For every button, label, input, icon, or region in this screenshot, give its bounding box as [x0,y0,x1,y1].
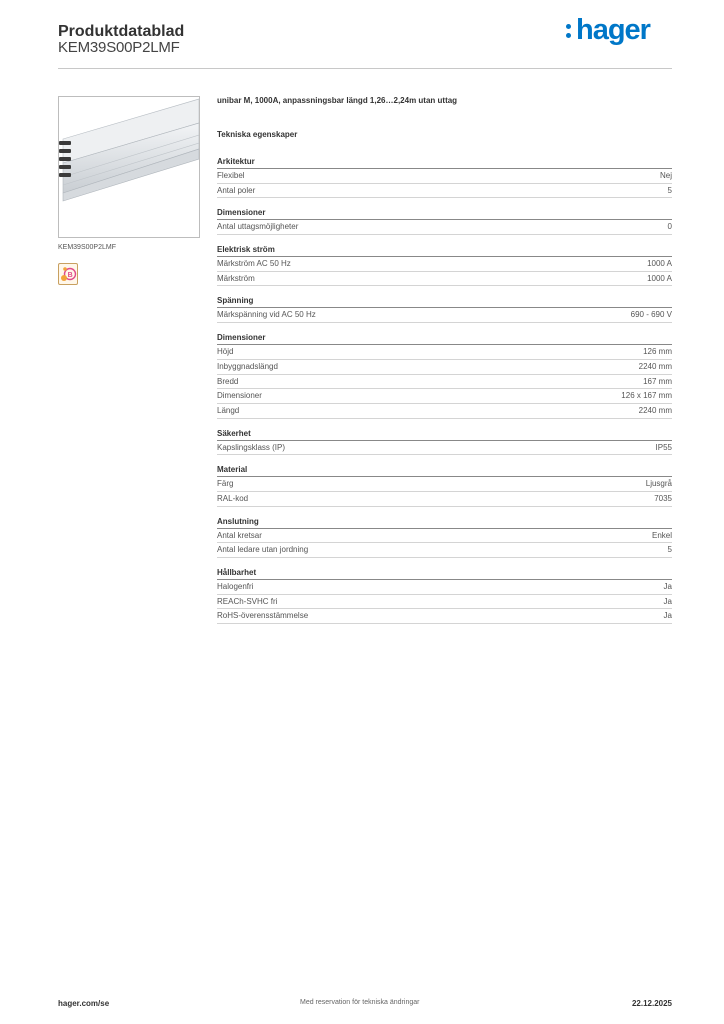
spec-value: 690 - 690 V [630,310,672,320]
spec-row [217,375,672,390]
spec-area [217,96,672,633]
spec-value: 1000 A [647,259,672,269]
spec-section [217,332,672,418]
spec-row [217,360,672,375]
spec-row [217,477,672,492]
page-title: Produktdatablad [58,23,185,40]
spec-row [217,308,672,323]
spec-row [217,220,672,235]
spec-row [217,441,672,456]
spec-value: Ja [663,596,672,606]
image-caption: KEM39S00P2LMF [58,244,116,251]
spec-row [217,404,672,419]
spec-value: Ja [663,611,672,621]
section-title: Anslutning [217,516,672,529]
spec-row [217,345,672,360]
spec-label: Flexibel [217,171,245,180]
section-title: Hållbarhet [217,567,672,580]
svg-text:B: B [67,272,73,279]
logo-text: hager [576,14,650,46]
spec-label: Märkspänning vid AC 50 Hz [217,310,316,320]
spec-section [217,156,672,198]
spec-row [217,184,672,199]
spec-value: 0 [667,222,672,232]
spec-value: Ljusgrå [645,479,672,489]
footer-disclaimer: Med reservation för tekniska ändringar [300,999,420,1006]
spec-label: Märkström [217,273,255,283]
spec-label: RoHS-överensstämmelse [217,611,309,621]
spec-section [217,567,672,624]
spec-value: 126 x 167 mm [621,391,672,401]
spec-value: 167 mm [643,376,672,386]
spec-row [217,580,672,595]
spec-value: IP55 [655,442,672,452]
spec-section [217,207,672,235]
spec-label: Antal poler [217,185,256,195]
spec-row [217,257,672,272]
spec-row [217,543,672,558]
spec-value: Ja [663,582,672,591]
section-title: Elektrisk ström [217,244,672,257]
section-title: Arkitektur [217,156,672,169]
spec-label: Antal kretsar [217,530,262,540]
spec-row [217,272,672,287]
product-description: unibar M, 1000A, anpassningsbar längd 1,26…2,24m utan uttag [217,96,458,105]
spec-row [217,609,672,624]
product-code: KEM39S00P2LMF [58,39,180,56]
hager-logo[interactable] [566,14,650,47]
eco-label-icon [59,264,77,284]
tech-heading: Tekniska egenskaper [217,130,298,139]
spec-value: 5 [667,185,672,195]
spec-value: Nej [659,171,672,180]
section-title: Dimensioner [217,332,672,345]
spec-row [217,529,672,544]
spec-label: Färg [217,479,234,489]
spec-value: Enkel [651,530,672,540]
footer-date: 22.12.2025 [631,999,672,1008]
spec-section [217,428,672,456]
section-title: Dimensioner [217,207,672,220]
spec-label: Antal uttagsmöjligheter [217,222,299,232]
spec-sections [217,156,672,624]
spec-label: Antal ledare utan jordning [217,545,309,555]
section-title: Säkerhet [217,428,672,441]
spec-section [217,244,672,286]
logo-dots-icon [566,21,574,41]
spec-label: Bredd [217,376,239,386]
spec-row [217,169,672,184]
spec-section [217,464,672,506]
busbar-illustration-icon [59,97,199,237]
spec-label: Kapslingsklass (IP) [217,442,286,452]
spec-value: 5 [667,545,672,555]
spec-row [217,595,672,610]
section-title: Material [217,464,672,477]
product-image [58,96,200,238]
footer-website-link[interactable]: hager.com/se [58,999,110,1008]
spec-label: Märkström AC 50 Hz [217,259,291,269]
spec-label: Dimensioner [217,391,262,401]
spec-label: Inbyggnadslängd [217,361,278,371]
sustainability-badge [58,263,78,285]
spec-row [217,492,672,507]
spec-value: 1000 A [647,273,672,283]
spec-value: 126 mm [643,347,672,357]
spec-label: Halogenfri [217,582,254,591]
spec-label: RAL-kod [217,493,249,503]
spec-row [217,389,672,404]
spec-label: Längd [217,405,240,415]
spec-value: 2240 mm [638,405,672,415]
header-divider [58,68,672,69]
spec-value: 7035 [654,493,672,503]
spec-section [217,295,672,323]
spec-section [217,516,672,558]
spec-value: 2240 mm [638,361,672,371]
section-title: Spänning [217,295,672,308]
spec-label: Höjd [217,347,234,357]
spec-label: REACh-SVHC fri [217,596,278,606]
